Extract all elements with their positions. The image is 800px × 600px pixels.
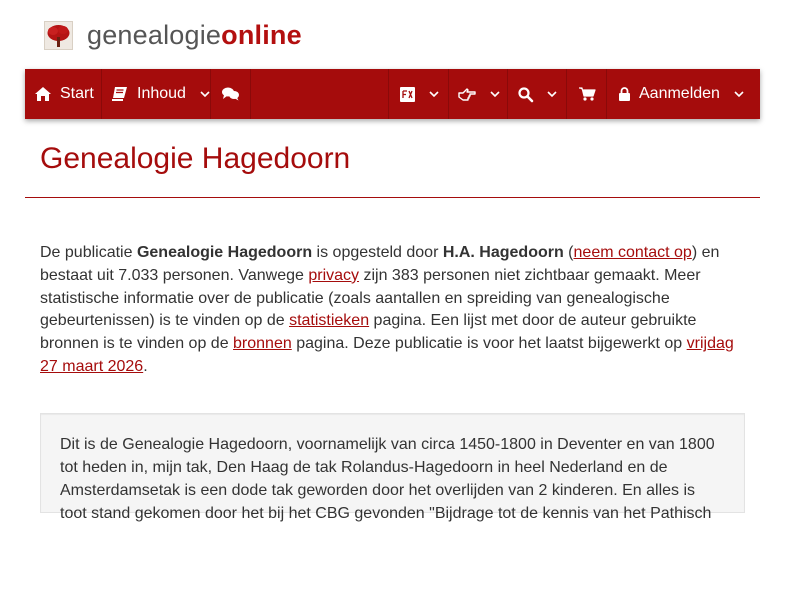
tree-logo-icon[interactable] (44, 21, 73, 50)
comments-icon (222, 87, 239, 101)
intro-text: is opgesteld door (312, 244, 443, 261)
hand-right-icon (458, 87, 476, 101)
chevron-down-icon (200, 91, 210, 98)
privacy-link[interactable]: privacy (308, 266, 360, 284)
contact-link[interactable]: neem contact op (573, 244, 692, 261)
intro-text: ( (563, 244, 574, 261)
search-icon (518, 87, 533, 102)
cart-icon (579, 87, 595, 101)
publication-intro (40, 242, 740, 379)
language-icon (400, 87, 415, 102)
nav-start-label: Start (60, 85, 94, 102)
site-header (44, 18, 302, 52)
nav-start[interactable] (25, 69, 102, 119)
publication-description (40, 413, 745, 522)
title-divider (25, 197, 760, 198)
main-navbar (25, 69, 760, 119)
intro-text: pagina. Een lijst met door de auteur gebruikte bronnen is te vinden op de (40, 312, 697, 353)
nav-inhoud[interactable] (102, 69, 211, 119)
nav-cart[interactable] (567, 69, 607, 119)
chevron-down-icon (490, 91, 500, 98)
nav-search[interactable] (508, 69, 567, 119)
nav-aanmelden-label: Aanmelden (639, 85, 720, 102)
sources-link[interactable]: bronnen (233, 335, 292, 353)
intro-text: ) en bestaat uit 7.033 personen. Vanwege (40, 244, 720, 284)
intro-text: . (143, 357, 148, 375)
chevron-down-icon (734, 91, 744, 98)
lock-icon (619, 87, 630, 101)
book-icon (112, 87, 127, 101)
brand-name-part2: online (221, 19, 302, 50)
publication-name: Genealogie Hagedoorn (136, 244, 313, 261)
nav-language[interactable] (388, 69, 449, 119)
chevron-down-icon (429, 91, 439, 98)
nav-forum[interactable] (211, 69, 251, 119)
nav-pointer[interactable] (449, 69, 508, 119)
brand-name[interactable] (87, 19, 302, 50)
statistics-link[interactable]: statistieken (289, 312, 370, 330)
home-icon (35, 87, 51, 101)
nav-inhoud-label: Inhoud (137, 85, 186, 102)
page-title: Genealogie Hagedoorn (40, 142, 351, 175)
author-name: H.A. Hagedoorn (442, 244, 564, 261)
intro-text: pagina. Deze publicatie is voor het laatst bijgewerkt op (291, 335, 687, 353)
brand-name-part1: genealogie (87, 19, 222, 50)
last-updated-date-link[interactable]: vrijdag 27 maart 2026 (40, 335, 734, 375)
intro-text: zijn 383 personen niet zichtbaar gemaakt. Meer statistische informatie over de publicatie (zoals aantallen en spreiding van genealogische gebeurtenissen) is te vinden op de (40, 266, 701, 330)
intro-text: De publicatie (40, 244, 137, 261)
navbar-spacer (251, 69, 388, 119)
chevron-down-icon (547, 91, 557, 98)
nav-aanmelden[interactable] (607, 69, 760, 119)
description-text: Dit is de Genealogie Hagedoorn, voornamelijk van circa 1450-1800 in Deventer en van 1800 tot heden in, mijn tak, Den Haag de tak Rolandus-Hagedoorn in heel Nederland en de Amsterdamsetak is een dode tak geworden door het overlijden van 2 kinderen. En alles is toot stand gekomen door het bij het CBG gevonden "Bijdrage tot de kennis van het Pathisch (60, 436, 715, 522)
